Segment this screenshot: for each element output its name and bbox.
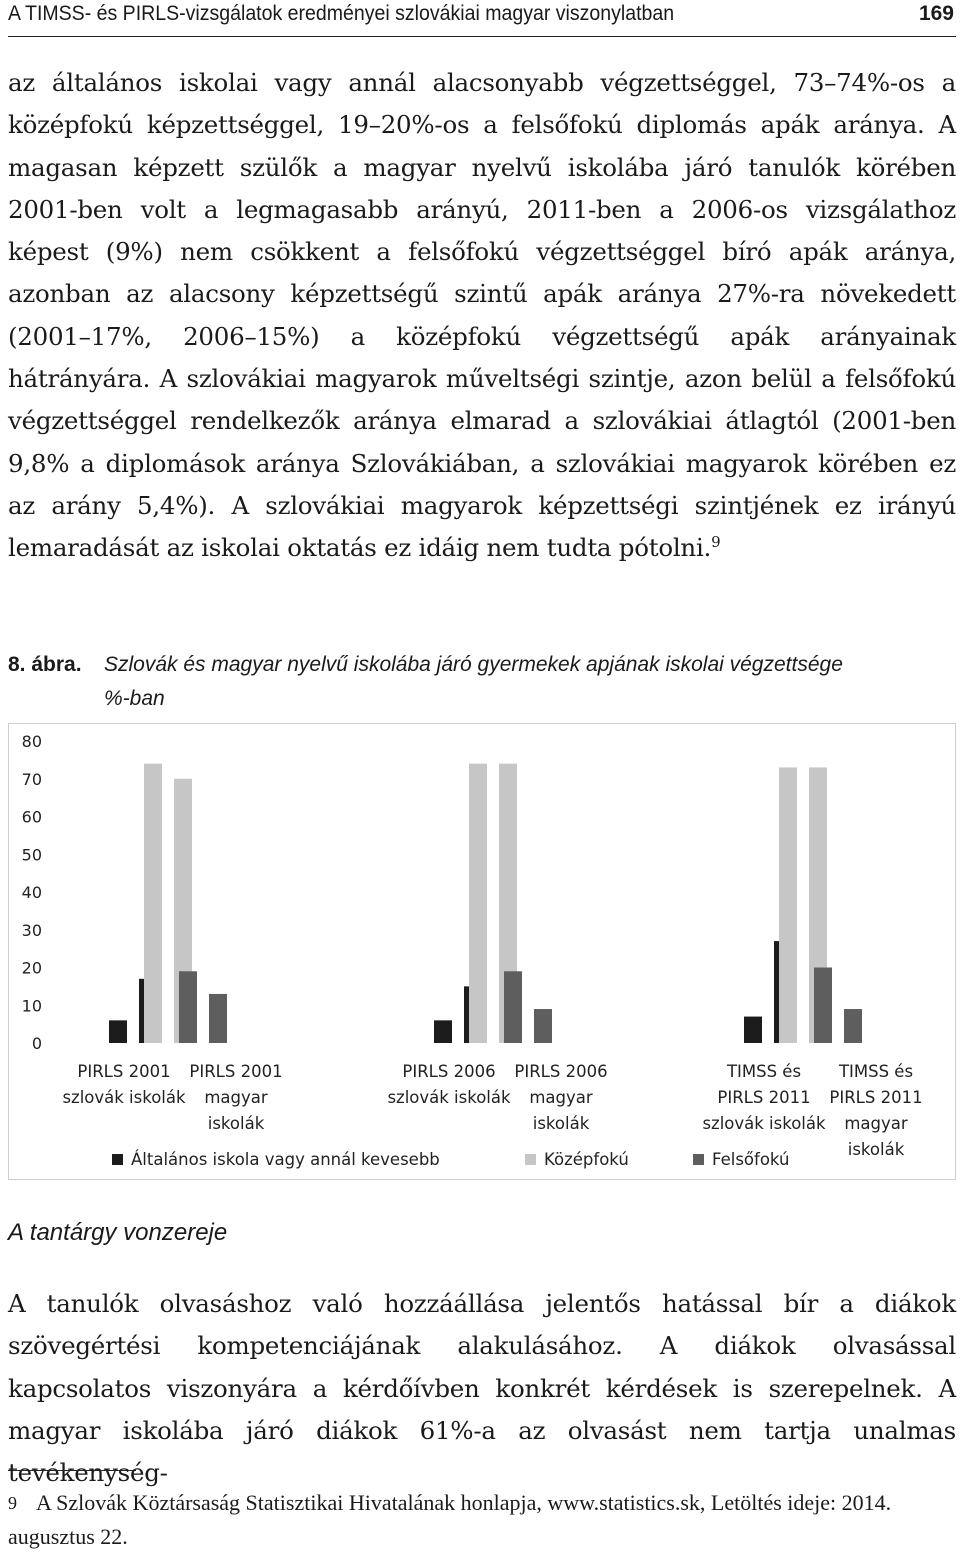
bar-2-0 — [179, 971, 197, 1043]
bar-1-0 — [144, 764, 162, 1043]
y-tick-label: 10 — [21, 996, 42, 1016]
x-tick-label: PIRLS 2011 — [829, 1088, 923, 1107]
legend-swatch — [112, 1154, 123, 1165]
x-tick-label: magyar — [204, 1088, 268, 1107]
running-header — [8, 0, 956, 37]
x-tick-label: iskolák — [532, 1114, 590, 1133]
section-paragraph: A tanulók olvasáshoz való hozzáállása jelentős hatással bír a diákok szövegértési kompetenciájának alakulásához. A diákok olvasással kapcsolatos viszonyára a kérdőívben konkrét kérdések is szerepelnek. A magyar iskolába járó diákok 61%-a az olvasást nem tartja unalmas tevékenység- — [8, 1289, 956, 1488]
x-tick-label: TIMSS és — [726, 1062, 802, 1081]
legend-label: Általános iskola vagy annál kevesebb — [131, 1150, 440, 1169]
x-tick-label: szlovák iskolák — [387, 1088, 511, 1107]
x-tick-label: szlovák iskolák — [62, 1088, 186, 1107]
paragraph-text: az általános iskolai vagy annál alacsonyabb végzettséggel, 73–74%-os a középfokú képzettséggel, 19–20%-os a felsőfokú diplomás apák aránya. A magasan képzett szülők a magyar nyelvű iskolába járó tanulók körében 2001-ben volt a legmagasabb arányú, 2011-ben a 2006-os vizsgálathoz képest (9%) nem csökkent a felsőfokú végzettséggel bíró apák aránya, azonban az alacsony képzettségű szintű apák aránya 27%-ra növekedett (2001–17%, 2006–15%) a középfokú végzettségű apák arányainak hátrányára. A szlovákiai magyarok műveltségi szintje, azon belül a felsőfokú végzettséggel rendelkezők aránya elmarad a szlovákiai átlagtól (2001-ben 9,8% a diplomások aránya Szlovákiában, a szlovákiai magyarok körében ez az arány 5,4%). A szlovákiai magyarok képzettségi szintjének ez irányú lemaradását az iskolai oktatás ez idáig nem tudta pótolni. — [8, 68, 956, 563]
y-tick-label: 40 — [21, 883, 42, 902]
y-tick-label: 0 — [31, 1034, 42, 1053]
figure-label: 8. ábra. — [8, 653, 82, 676]
y-tick-label: 70 — [21, 769, 42, 789]
page-number: 169 — [918, 2, 954, 25]
bar-2-1 — [209, 994, 227, 1043]
x-tick-label: TIMSS és — [838, 1062, 914, 1081]
y-tick-label: 80 — [21, 732, 42, 751]
footnote-reference[interactable]: 9 — [711, 533, 721, 552]
running-title: A TIMSS- és PIRLS-vizsgálatok eredményei szlovákiai magyar viszonylatban — [8, 2, 675, 25]
footnote-text: A Szlovák Köztársaság Statisztikai Hivatalának honlapja, www.statistics.sk, Letöltés ideje: 2014. augusztus 22. — [8, 1490, 892, 1549]
legend-swatch — [525, 1154, 536, 1165]
section-heading: A tantárgy vonzereje — [8, 1219, 228, 1246]
x-tick-label: szlovák iskolák — [702, 1114, 826, 1133]
y-tick-label: 30 — [21, 920, 42, 940]
legend-swatch — [693, 1154, 704, 1165]
legend-label: Középfokú — [544, 1150, 629, 1169]
footnote-divider — [8, 1470, 136, 1471]
bar-chart — [8, 723, 956, 1180]
bar-2-3 — [534, 1009, 552, 1043]
footnote-mark: 9 — [8, 1493, 17, 1513]
x-tick-label: iskolák — [847, 1140, 905, 1159]
y-tick-label: 50 — [21, 845, 42, 865]
figure-caption-text: Szlovák és magyar nyelvű iskolába járó gyermekek apjának iskolai végzettsége %-ban — [104, 653, 843, 710]
body-paragraph — [8, 62, 956, 570]
chart-canvas — [9, 724, 955, 1179]
bar-0-2 — [434, 1020, 452, 1043]
x-tick-label: PIRLS 2011 — [717, 1088, 811, 1107]
bar-0-0 — [109, 1020, 127, 1043]
bar-2-4 — [814, 968, 832, 1044]
legend-label: Felsőfokú — [712, 1150, 790, 1169]
y-tick-label: 60 — [21, 807, 42, 827]
x-tick-label: PIRLS 2006 — [402, 1062, 496, 1081]
x-tick-label: magyar — [529, 1088, 593, 1107]
x-tick-label: PIRLS 2006 — [514, 1062, 608, 1081]
x-tick-label: PIRLS 2001 — [189, 1062, 283, 1081]
x-tick-label: magyar — [844, 1114, 908, 1133]
bar-0-4 — [744, 1017, 762, 1043]
y-tick-label: 20 — [21, 958, 42, 978]
x-tick-label: iskolák — [207, 1114, 265, 1133]
bar-2-2 — [504, 971, 522, 1043]
bar-2-5 — [844, 1009, 862, 1043]
footnote — [8, 1486, 956, 1554]
bar-1-4 — [779, 767, 797, 1043]
x-tick-label: PIRLS 2001 — [77, 1062, 171, 1081]
bar-1-2 — [469, 764, 487, 1043]
